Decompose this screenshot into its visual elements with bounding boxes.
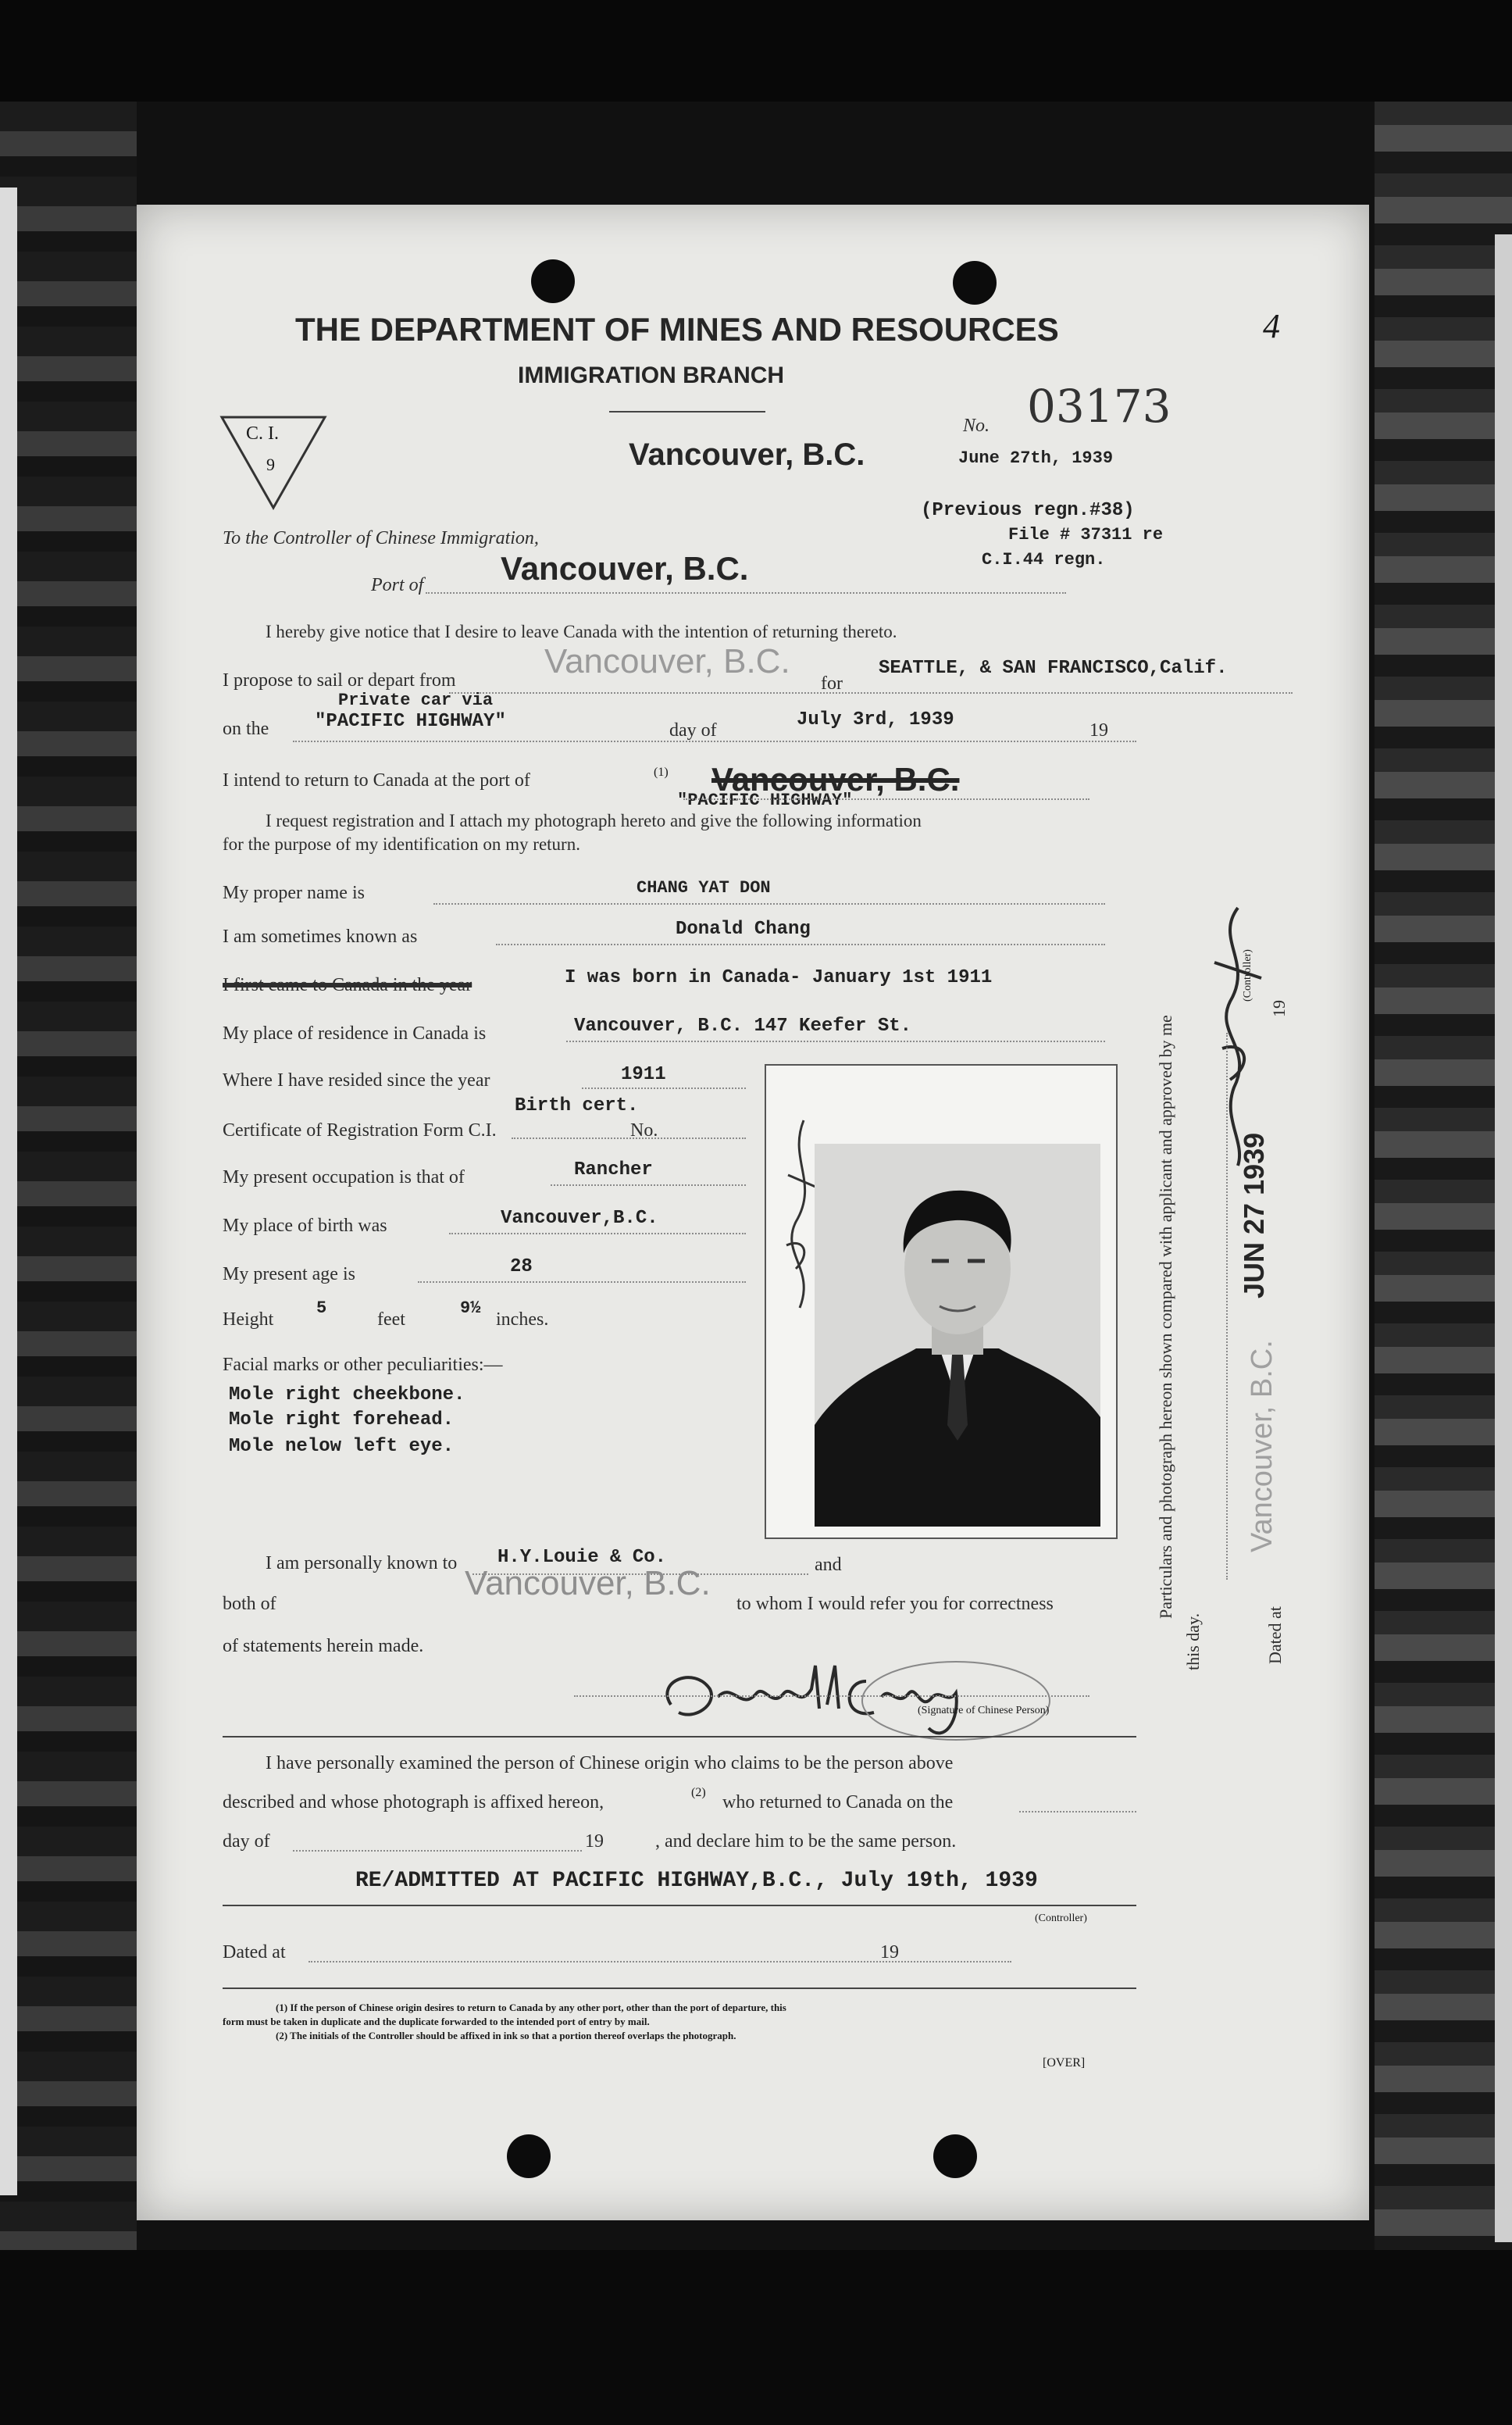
sidebar-date-stamp: JUN 27 1939 xyxy=(1238,1132,1270,1298)
arrival-year-struck: I first came to Canada in the year xyxy=(223,975,472,995)
marks-label: Facial marks or other peculiarities:— xyxy=(223,1355,503,1375)
department-title: THE DEPARTMENT OF MINES AND RESOURCES xyxy=(295,311,1059,348)
destination: SEATTLE, & SAN FRANCISCO,Calif. xyxy=(879,658,1228,679)
signature-dotline xyxy=(574,1695,1089,1697)
film-sprocket-left xyxy=(0,102,137,2250)
return-port: "PACIFIC HIGHWAY" xyxy=(677,791,853,810)
known-to-label: I am personally known to xyxy=(266,1553,458,1573)
resided-since-label: Where I have resided since the year xyxy=(223,1070,490,1091)
day-of-label: day of xyxy=(669,720,717,741)
punch-hole-top-right xyxy=(953,261,997,305)
height-label: Height xyxy=(223,1309,274,1330)
examination-line-1: I have personally examined the person of Chinese origin who claims to be the person above xyxy=(266,1753,954,1773)
examination-line-2-end: who returned to Canada on the xyxy=(722,1792,954,1812)
residence: Vancouver, B.C. 147 Keefer St. xyxy=(574,1016,912,1037)
ci44-registration: C.I.44 regn. xyxy=(982,550,1106,570)
known-dotline xyxy=(496,944,1105,945)
name-dotline xyxy=(433,903,1105,905)
footnote-rule xyxy=(223,1988,1136,1989)
examination-dotline-1 xyxy=(1019,1811,1136,1812)
footnote-1b: form must be taken in duplicate and the duplicate forwarded to the intended port of entry by mail. xyxy=(223,2016,650,2027)
sidebar-dated-label: Dated at xyxy=(1265,1606,1285,1664)
feet-label: feet xyxy=(377,1309,405,1330)
via-note: Private car via xyxy=(338,691,494,710)
referee-name: H.Y.Louie & Co. xyxy=(497,1547,667,1568)
exam-controller-caption: (Controller) xyxy=(1035,1912,1087,1924)
footnote-2: (2) The initials of the Controller should be affixed in ink so that a portion thereof overlaps the photograph. xyxy=(276,2030,736,2041)
addressee: To the Controller of Chinese Immigration, xyxy=(223,528,539,548)
resided-dotline xyxy=(582,1088,746,1089)
facial-mark-3: Mole nelow left eye. xyxy=(229,1436,455,1457)
birthplace-label: My place of birth was xyxy=(223,1216,387,1236)
inches-label: inches. xyxy=(496,1309,549,1330)
occupation: Rancher xyxy=(574,1159,653,1180)
depart-from-stamp: Vancouver, B.C. xyxy=(544,642,790,680)
port-value: Vancouver, B.C. xyxy=(501,550,749,587)
request-line-2: for the purpose of my identification on my return. xyxy=(223,834,580,854)
certification-line-1: Particulars and photograph hereon shown compared with applicant and approved by me xyxy=(1156,1015,1175,1619)
declare-text: , and declare him to be the same person. xyxy=(655,1831,957,1852)
footnote-1a: (1) If the person of Chinese origin desires to return to Canada by any other port, other than the port of departure, this xyxy=(276,2002,786,2013)
exam-year-prefix: 19 xyxy=(585,1831,604,1852)
header-rule xyxy=(609,411,765,412)
signature-caption: (Signature of Chinese Person) xyxy=(918,1705,1050,1716)
registration-form xyxy=(137,205,1369,2220)
applicant-photograph xyxy=(765,1064,1118,1539)
port-label: Port of xyxy=(371,575,424,595)
exam-day-of-label: day of xyxy=(223,1831,270,1852)
readmitted-rule xyxy=(223,1905,1136,1906)
examination-dotline-2 xyxy=(293,1850,582,1852)
film-sprocket-right xyxy=(1375,102,1512,2250)
on-the-label: on the xyxy=(223,719,269,739)
refer-text: to whom I would refer you for correctness xyxy=(736,1594,1054,1614)
age-dotline xyxy=(418,1281,746,1283)
return-note: (1) xyxy=(654,766,669,779)
form-code: C. I. xyxy=(246,423,279,444)
place-stamp: Vancouver, B.C. xyxy=(629,438,865,472)
propose-dotline xyxy=(449,692,1293,694)
number-label: No. xyxy=(963,416,990,436)
sidebar-year-suffix: 19 xyxy=(1269,1000,1289,1017)
proper-name: CHANG YAT DON xyxy=(637,878,771,898)
exam-dated-year: 19 xyxy=(880,1942,899,1962)
birthplace: Vancouver,B.C. xyxy=(501,1208,658,1229)
residence-dotline xyxy=(566,1041,1105,1042)
residence-label: My place of residence in Canada is xyxy=(223,1023,487,1044)
known-as: Donald Chang xyxy=(676,919,811,940)
occupation-label: My present occupation is that of xyxy=(223,1167,465,1188)
certificate-label: Certificate of Registration Form C.I. xyxy=(223,1120,497,1141)
facial-mark-2: Mole right forehead. xyxy=(229,1409,455,1430)
previous-registration: (Previous regn.#38) xyxy=(921,500,1135,521)
certification-line-2: this day. xyxy=(1183,1612,1203,1670)
file-reference: File # 37311 re xyxy=(1008,525,1164,545)
cert-dotline xyxy=(512,1138,746,1139)
film-border-top xyxy=(0,0,1512,102)
branch-subtitle: IMMIGRATION BRANCH xyxy=(518,362,785,388)
port-dotline xyxy=(426,592,1066,594)
height-inches: 9½ xyxy=(460,1298,481,1318)
sidebar-dated-place: Vancouver, B.C. xyxy=(1246,1340,1278,1552)
age-label: My present age is xyxy=(223,1264,355,1284)
exam-dated-label: Dated at xyxy=(223,1942,286,1962)
depart-year-prefix: 19 xyxy=(1089,720,1108,741)
examination-rule xyxy=(223,1736,1136,1738)
certificate-no-label: No. xyxy=(630,1120,658,1141)
referee-city-stamp: Vancouver, B.C. xyxy=(465,1564,711,1602)
both-of-label: both of xyxy=(223,1594,276,1614)
depart-date: July 3rd, 1939 xyxy=(797,709,954,730)
adjacent-frame-left xyxy=(0,188,17,2195)
form-date: June 27th, 1939 xyxy=(958,448,1114,468)
portrait-image xyxy=(815,1144,1100,1527)
sidebar-controller-caption: (Controller) xyxy=(1242,949,1253,1002)
exam-dated-dotline xyxy=(308,1961,1011,1962)
propose-label: I propose to sail or depart from xyxy=(223,670,456,691)
return-port-struck: Vancouver, B.C. xyxy=(711,761,960,798)
examination-line-2: described and whose photograph is affixed hereon, xyxy=(223,1792,604,1812)
request-line-1: I request registration and I attach my photograph hereto and give the following information xyxy=(266,811,922,830)
film-border-bottom xyxy=(0,2250,1512,2425)
over-marker: [OVER] xyxy=(1043,2056,1086,2070)
facial-mark-1: Mole right cheekbone. xyxy=(229,1384,465,1405)
and-label: and xyxy=(815,1555,842,1575)
punch-hole-bottom-left xyxy=(507,2134,551,2178)
birthplace-dotline xyxy=(449,1233,746,1234)
occupation-dotline xyxy=(551,1184,746,1186)
registration-number: 03173 xyxy=(1027,380,1171,433)
corner-mark: 4 xyxy=(1263,307,1280,345)
vessel-name: "PACIFIC HIGHWAY" xyxy=(315,711,506,732)
form-code-number: 9 xyxy=(266,455,275,474)
certificate-value: Birth cert. xyxy=(515,1095,639,1116)
punch-hole-bottom-right xyxy=(933,2134,977,2178)
punch-hole-top-left xyxy=(531,259,575,303)
proper-name-label: My proper name is xyxy=(223,883,365,903)
height-feet: 5 xyxy=(316,1298,327,1318)
known-as-label: I am sometimes known as xyxy=(223,927,418,947)
statements-text: of statements herein made. xyxy=(223,1636,424,1656)
notice-intro: I hereby give notice that I desire to leave Canada with the intention of returning thereto. xyxy=(266,622,897,641)
on-dotline xyxy=(293,741,1136,742)
examination-note-2: (2) xyxy=(691,1786,706,1799)
readmitted-stamp: RE/ADMITTED AT PACIFIC HIGHWAY,B.C., July 19th, 1939 xyxy=(355,1869,1038,1893)
born-in-canada-note: I was born in Canada- January 1st 1911 xyxy=(565,967,993,988)
resided-since: 1911 xyxy=(621,1064,666,1085)
for-label: for xyxy=(821,673,843,694)
return-dotline xyxy=(683,798,1089,800)
sidebar-controller-line xyxy=(1226,1033,1228,1580)
return-port-label: I intend to return to Canada at the port of xyxy=(223,770,530,791)
adjacent-frame-right xyxy=(1495,234,1512,2242)
age: 28 xyxy=(510,1256,533,1277)
controller-initials xyxy=(1191,892,1277,1173)
